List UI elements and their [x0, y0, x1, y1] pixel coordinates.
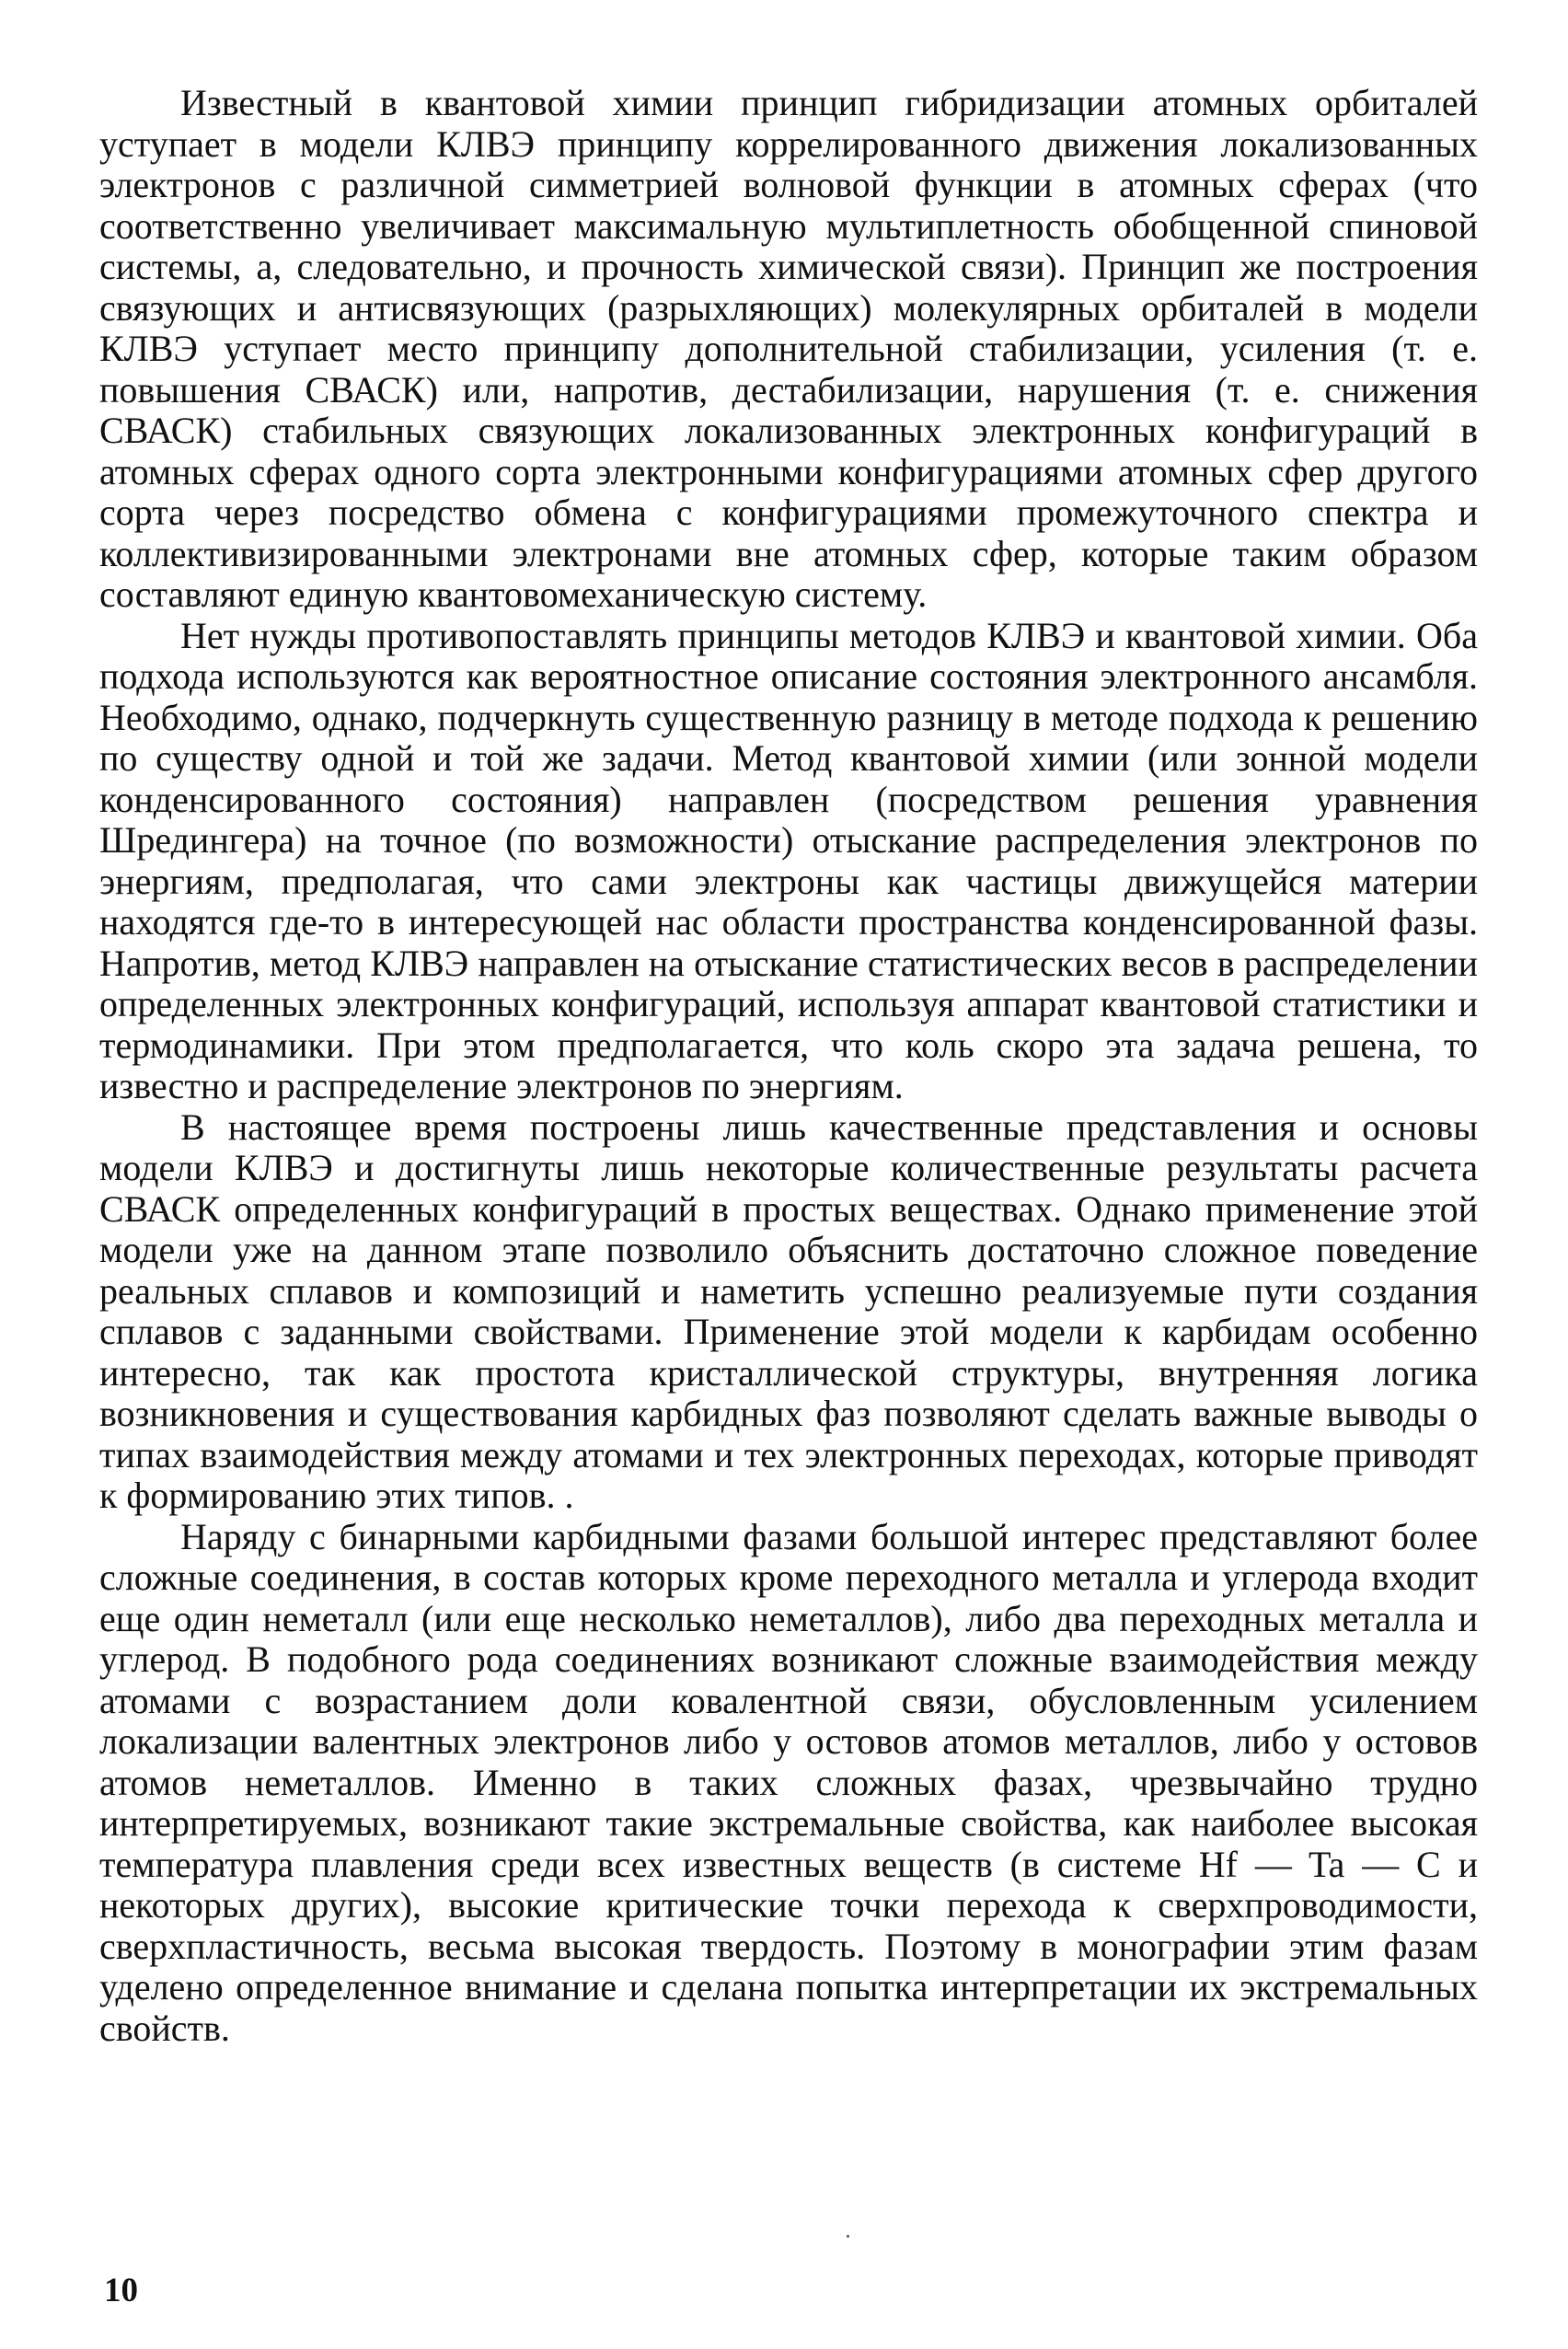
paragraph-1: Известный в квантовой химии принцип гибридизации атомных орбиталей уступает в модели КЛВЭ принципу коррелированного движения локализованных электронов с различной симметрией волновой функции в атомных сферах (что соответственно увеличивает максимальную мультиплетность обобщенной спиновой системы, а, следовательно, и прочность химической связи). Принцип же построения связующих и антисвязующих (разрыхляющих) молекулярных орбиталей в модели КЛВЭ уступает место принципу дополнительной стабилизации, усиления (т. е. повышения СВАСК) или, напротив, дестабилизации, нарушения (т. е. снижения СВАСК) стабильных связующих локализованных электронных конфигураций в атомных сферах одного сорта электронными конфигурациями атомных сфер другого сорта через посредство обмена с конфигурациями промежуточного спектра и коллективизированными электронами вне атомных сфер, которые таким образом составляют единую квантовомеханическую систему. — [99, 82, 1478, 615]
paragraph-4: Наряду с бинарными карбидными фазами большой интерес представляют более сложные соединения, в состав которых кроме переходного металла и углерода входит еще один неметалл (или еще несколько неметаллов), либо два переходных металла и углерод. В подобного рода соединениях возникают сложные взаимодействия между атомами с возрастанием доли ковалентной связи, обусловленным усилением локализации валентных электронов либо у остовов атомов металлов, либо у остовов атомов неметаллов. Именно в таких сложных фазах, чрезвычайно трудно интерпретируемых, возникают такие экстремальные свойства, как наиболее высокая температура плавления среди всех известных веществ (в системе Hf — Ta — C и некоторых других), высокие критические точки перехода к сверхпроводимости, сверхпластичность, весьма высокая твердость. Поэтому в монографии этим фазам уделено определенное внимание и сделана попытка интерпретации их экстремальных свойств. — [99, 1515, 1478, 2049]
paragraph-2: Нет нужды противопоставлять принципы методов КЛВЭ и квантовой химии. Оба подхода используются как вероятностное описание состояния электронного ансамбля. Необходимо, однако, подчеркнуть существенную разницу в методе подхода к решению по существу одной и той же задачи. Метод квантовой химии (или зонной модели конденсированного состояния) направлен (посредством решения уравнения Шредингера) на точное (по возможности) отыскание распределения электронов по энергиям, предполагая, что сами электроны как частицы движущейся материи находятся где-то в интересующей нас области пространства конденсированной фазы. Напротив, метод КЛВЭ направлен на отыскание статистических весов в распределении определенных электронных конфигураций, используя аппарат квантовой статистики и термодинамики. При этом предполагается, что коль скоро эта задача решена, то известно и распределение электронов по энергиям. — [99, 614, 1478, 1106]
paragraph-3: В настоящее время построены лишь качественные представления и основы модели КЛВЭ и достигнуты лишь некоторые количественные результаты расчета СВАСК определенных конфигураций в простых веществах. Однако применение этой модели уже на данном этапе позволило объяснить достаточно сложное поведение реальных сплавов и композиций и наметить успешно реализуемые пути создания сплавов с заданными свойствами. Применение этой модели к карбидам особенно интересно, так как простота кристаллической структуры, внутренняя логика возникновения и существования карбидных фаз позволяют сделать важные выводы о типах взаимодействия между атомами и тех электронных переходах, которые приводят к формированию этих типов. . — [99, 1105, 1478, 1516]
body-text — [99, 83, 1478, 2049]
book-page — [99, 83, 1478, 2338]
print-speck — [847, 2235, 849, 2238]
page-number: 10 — [104, 2272, 138, 2309]
